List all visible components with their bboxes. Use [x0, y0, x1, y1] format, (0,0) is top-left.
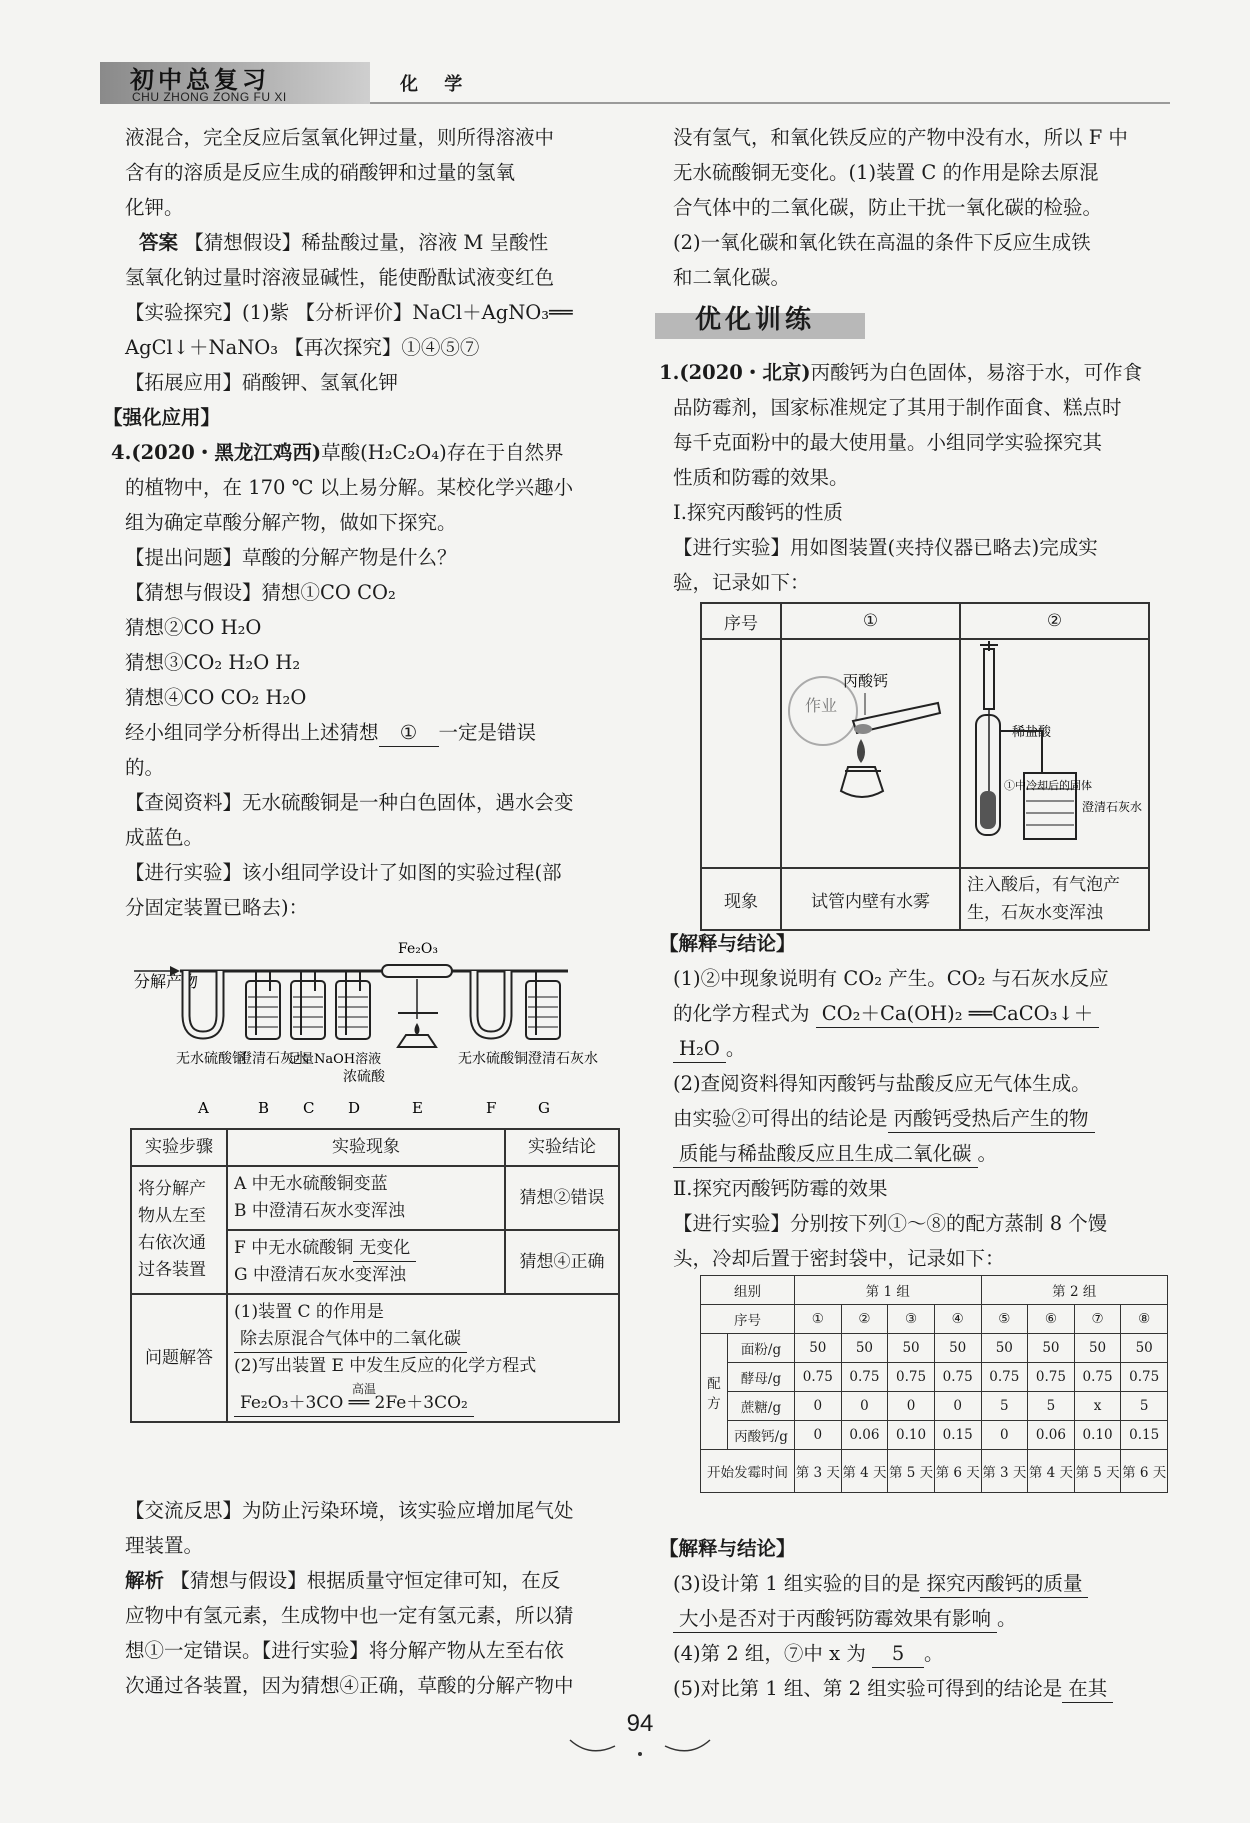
left-column-tail: [125, 1493, 625, 1703]
text-line: 草酸(H₂C₂O₄)存在于自然界: [321, 441, 564, 464]
table-header: 实验结论: [505, 1129, 619, 1166]
text-line: AgCl↓＋NaNO₃ 【再次探究】①④⑤⑦: [125, 336, 480, 359]
text-line: 理装置。: [125, 1534, 204, 1557]
label-b: 澄清石灰水: [238, 1051, 308, 1067]
text-line: 成蓝色。: [125, 826, 204, 849]
table-header: 组别: [701, 1276, 795, 1305]
table-cell: 0.75: [888, 1363, 935, 1392]
table-cell: 5: [1028, 1392, 1075, 1421]
text-line: 合气体中的二氧化碳，防止干扰一氧化碳的检验。: [673, 196, 1103, 219]
answer-blank: CO₂＋Ca(OH)₂ ══CaCO₃↓＋: [816, 1001, 1100, 1028]
question-head: 1.(2020・北京): [659, 361, 811, 384]
table-header: ⑧: [1121, 1305, 1168, 1334]
text-line: 猜想②CO H₂O: [125, 616, 262, 639]
text-line: 含有的溶质是反应生成的硝酸钾和过量的氢氧: [125, 161, 516, 184]
text-line: 性质和防霉的效果。: [673, 466, 849, 489]
table-cell: 猜想②错误: [505, 1166, 619, 1230]
table-cell: 问题解答: [131, 1294, 227, 1422]
table-cell: 50: [981, 1334, 1028, 1363]
question-head: 4.(2020・黑龙江鸡西): [111, 441, 322, 464]
answer-blank: 大小是否对于丙酸钙防霉效果有影响: [673, 1606, 997, 1633]
table-cell: 第 5 天: [888, 1450, 935, 1493]
table-cell: (1)装置 C 的作用是: [234, 1302, 384, 1322]
experiment-table: [130, 1128, 620, 1423]
text-line: 次通过各装置，因为猜想④正确，草酸的分解产物中: [125, 1674, 574, 1697]
text-line: 【进行实验】该小组同学设计了如图的实验过程(部: [125, 861, 562, 884]
text-line: 想①一定错误。【进行实验】将分解产物从左至右依: [125, 1639, 564, 1662]
table-cell: 0: [795, 1392, 842, 1421]
section-label: 【解释与结论】: [659, 1537, 796, 1560]
text-line: 组为确定草酸分解产物，做如下探究。: [125, 511, 457, 534]
text-line: 验，记录如下：: [673, 571, 810, 594]
table-header: ②: [841, 1305, 888, 1334]
text-line: 丙酸钙为白色固体，易溶于水，可作食: [810, 361, 1143, 384]
text-line: Ⅰ.探究丙酸钙的性质: [673, 501, 843, 524]
table-cell: 猜想④正确: [505, 1230, 619, 1294]
answer-blank: 5: [872, 1641, 924, 1668]
table-cell: 第 3 天: [981, 1450, 1028, 1493]
row-label: 开始发霉时间: [701, 1450, 795, 1493]
recipe-table: [700, 1275, 1168, 1493]
label-a: 无水硫酸铜: [176, 1051, 246, 1067]
text-line: 【交流反思】为防止污染环境，该实验应增加尾气处: [125, 1499, 574, 1522]
table-cell: 0.75: [795, 1363, 842, 1392]
table-cell: 0: [841, 1392, 888, 1421]
inlet-label: 分解产物: [134, 972, 199, 991]
series-pinyin: CHU ZHONG ZONG FU XI: [132, 90, 287, 104]
banner-title: 优化训练: [695, 305, 816, 335]
table-header: ②: [960, 603, 1149, 639]
label-c: 足量NaOH溶液: [288, 1052, 382, 1067]
row-label: 丙酸钙/g: [728, 1421, 795, 1450]
table-cell: 50: [795, 1334, 842, 1363]
answer-blank: 无变化: [353, 1235, 416, 1262]
label-d: 浓硫酸: [343, 1069, 385, 1085]
table-cell: 0.75: [934, 1363, 981, 1392]
table-cell: 第 3 天: [795, 1450, 842, 1493]
text-line: 【查阅资料】无水硫酸铜是一种白色固体，遇水会变: [125, 791, 574, 814]
text-line: 【猜想与假设】猜想①CO CO₂: [125, 581, 396, 604]
table-header: 现象: [701, 868, 781, 930]
table-cell: 0: [795, 1421, 842, 1450]
table-cell: 0: [934, 1392, 981, 1421]
table-header: 第 2 组: [981, 1276, 1168, 1305]
table-cell: 0.10: [1074, 1421, 1121, 1450]
right-column: [659, 120, 1173, 600]
letter-d: D: [348, 1099, 361, 1117]
page-number: 94: [626, 1710, 654, 1737]
condition-label: 高温: [352, 1382, 377, 1396]
text-line: 应物中有氢元素，生成物中也一定有氢元素，所以猜: [125, 1604, 574, 1627]
text-line: (2)查阅资料得知丙酸钙与盐酸反应无气体生成。: [673, 1072, 1091, 1095]
section-banner: [655, 303, 1173, 345]
text-line: (2)一氧化碳和氧化铁在高温的条件下反应生成铁: [673, 231, 1091, 254]
row-label: 面粉/g: [728, 1334, 795, 1363]
table-cell: 0.06: [841, 1421, 888, 1450]
answer-blank: 在其: [1062, 1676, 1113, 1703]
text-line: 氢氧化钠过量时溶液显碱性，能使酚酞试液变红色: [125, 266, 555, 289]
table-header: 第 1 组: [795, 1276, 982, 1305]
page-footer: [560, 1710, 720, 1738]
heating-figure: [783, 641, 958, 861]
text-line: 猜想④CO CO₂ H₂O: [125, 686, 307, 709]
text-line: (5)对比第 1 组、第 2 组实验可得到的结论是: [673, 1677, 1063, 1700]
table-cell: x: [1074, 1392, 1121, 1421]
table-header: ①: [795, 1305, 842, 1334]
section-label: 【解释与结论】: [659, 932, 796, 955]
letter-e: E: [412, 1099, 423, 1117]
right-column-mid: 【解释与结论】 (1)②中现象说明有 CO₂ 产生。CO₂ 与石灰水反应 的化学方程式为 CO₂＋Ca(OH)₂ ══CaCO₃↓＋ H₂O 。 (2)查阅资料得知丙酸钙与盐酸反应无气体生成。 由实验②可得出的结论是 丙酸钙受热后产生的物 质能与稀盐酸反应且生成二氧化碳 。 Ⅱ.探究丙酸钙防霉的效果 【进行实验】分别按下列①～⑧的配方蒸制 8 个馒 头，冷却后置于密封袋中，记录如下：: [673, 926, 1173, 1276]
property-table: [700, 602, 1150, 931]
left-column: [103, 120, 625, 925]
text-line: 的化学方程式为: [673, 1002, 810, 1025]
text-line: 【进行实验】用如图装置(夹持仪器已略去)完成实: [673, 536, 1098, 559]
row-label: 蔗糖/g: [728, 1392, 795, 1421]
text-line: 头，冷却后置于密封袋中，记录如下：: [673, 1247, 1005, 1270]
letter-g: G: [538, 1099, 550, 1117]
footer-ornament: [560, 1730, 720, 1760]
table-header: 序号: [701, 1305, 795, 1334]
series-title: 初中总复习: [130, 65, 270, 94]
table-cell: 第 6 天: [934, 1450, 981, 1493]
table-cell: 0: [981, 1421, 1028, 1450]
table-cell: 0.15: [934, 1421, 981, 1450]
heated-label: Fe₂O₃: [398, 941, 438, 957]
table-cell: 50: [1121, 1334, 1168, 1363]
text-line: 【进行实验】分别按下列①～⑧的配方蒸制 8 个馒: [673, 1212, 1108, 1235]
table-cell: 注入酸后，有气泡产生，石灰水变浑浊: [960, 868, 1149, 930]
text-line: 【实验探究】(1)紫 【分析评价】NaCl＋AgNO₃══: [125, 301, 573, 324]
fig2-solid: ①中冷却后的固体: [1004, 779, 1092, 792]
table-cell: 5: [981, 1392, 1028, 1421]
answer-blank: H₂O: [673, 1036, 726, 1063]
table-cell: 0.75: [1121, 1363, 1168, 1392]
text-line: 品防霉剂，国家标准规定了其用于制作面食、糕点时: [673, 396, 1122, 419]
text-line: 分固定装置已略去)：: [125, 896, 309, 919]
text-line: (4)第 2 组，⑦中 x 为: [673, 1642, 866, 1665]
table-header: ⑦: [1074, 1305, 1121, 1334]
row-label: 酵母/g: [728, 1363, 795, 1392]
table-cell: 第 6 天: [1121, 1450, 1168, 1493]
text-line: 化钾。: [125, 196, 184, 219]
stamp-text: 作业: [805, 696, 838, 715]
table-cell: 第 5 天: [1074, 1450, 1121, 1493]
table-header: ①: [781, 603, 960, 639]
table-cell: 50: [1028, 1334, 1075, 1363]
text-line: (3)设计第 1 组实验的目的是: [673, 1572, 921, 1595]
table-cell: 0.10: [888, 1421, 935, 1450]
text-line: 一定是错误: [438, 721, 537, 744]
text-line: 猜想③CO₂ H₂O H₂: [125, 651, 301, 674]
table-cell: 0.75: [1028, 1363, 1075, 1392]
fig2-acid: 稀盐酸: [1012, 725, 1052, 740]
answer-label: 答案: [139, 231, 179, 254]
table-header: 实验步骤: [131, 1129, 227, 1166]
text-line: 【猜想与假设】根据质量守恒定律可知，在反: [170, 1569, 561, 1592]
letter-b: B: [258, 1099, 270, 1117]
right-column-tail: 【解释与结论】 (3)设计第 1 组实验的目的是 探究丙酸钙的质量 大小是否对于丙酸钙防霉效果有影响 。 (4)第 2 组，⑦中 x 为 5 。 (5)对比第 1 组、第 2 组实验可得到的结论是 在其: [673, 1531, 1173, 1706]
recipe-label: 配方: [701, 1334, 728, 1450]
text-line: 液混合，完全反应后氢氧化钾过量，则所得溶液中: [125, 126, 555, 149]
table-cell: G 中澄清石灰水变浑浊: [234, 1265, 406, 1285]
text-line: 【提出问题】草酸的分解产物是什么？: [125, 546, 457, 569]
table-cell: (2)写出装置 E 中发生反应的化学方程式: [234, 1356, 537, 1376]
table-cell: 0.06: [1028, 1421, 1075, 1450]
answer-blank: 除去原混合气体中的二氧化碳: [234, 1326, 467, 1353]
answer-blank: 丙酸钙受热后产生的物: [888, 1106, 1095, 1133]
table-cell: 0.15: [1121, 1421, 1168, 1450]
page-header: [100, 58, 1170, 108]
answer-blank: 质能与稀盐酸反应且生成二氧化碳: [673, 1141, 978, 1168]
label-g: 澄清石灰水: [528, 1051, 598, 1067]
table-cell: 将分解产物从左至右依次通过各装置: [131, 1166, 227, 1294]
table-cell: 50: [888, 1334, 935, 1363]
subject-title: 化 学: [400, 74, 473, 95]
header-rule: [370, 102, 1170, 104]
table-cell: 0.75: [1074, 1363, 1121, 1392]
text-line: 没有氢气，和氧化铁反应的产物中没有水，所以 F 中: [673, 126, 1128, 149]
table-cell: 0.75: [841, 1363, 888, 1392]
table-header: ③: [888, 1305, 935, 1334]
label-f: 无水硫酸铜: [458, 1051, 528, 1067]
letter-f: F: [486, 1099, 497, 1117]
table-cell: 第 4 天: [1028, 1450, 1075, 1493]
table-cell: B 中澄清石灰水变浑浊: [234, 1201, 405, 1221]
answer-blank: Fe₂O₃＋3CO ══ 2Fe＋3CO₂: [234, 1390, 474, 1417]
text-line: Ⅱ.探究丙酸钙防霉的效果: [673, 1177, 888, 1200]
answer-blank: ①: [379, 720, 439, 747]
text-line: 【拓展应用】硝酸钾、氢氧化钾: [125, 371, 399, 394]
table-cell: F 中无水硫酸铜: [234, 1238, 354, 1258]
text-line: 由实验②可得出的结论是: [673, 1107, 888, 1130]
text-line: 的植物中，在 170 ℃ 以上易分解。某校化学兴趣小: [125, 476, 574, 499]
text-line: 的。: [125, 756, 165, 779]
table-cell: 50: [841, 1334, 888, 1363]
answer-blank: 探究丙酸钙的质量: [920, 1571, 1088, 1598]
text-line: 经小组同学分析得出上述猜想: [125, 721, 379, 744]
table-header: 序号: [701, 603, 781, 639]
letter-a: A: [198, 1099, 209, 1117]
table-header: ④: [934, 1305, 981, 1334]
apparatus-diagram: [128, 935, 628, 1120]
table-header: 实验现象: [227, 1129, 505, 1166]
text-line: 无水硫酸铜无变化。(1)装置 C 的作用是除去原混: [673, 161, 1099, 184]
table-cell: 试管内壁有水雾: [781, 868, 960, 930]
table-header: ⑤: [981, 1305, 1028, 1334]
letter-c: C: [303, 1099, 315, 1117]
text-line: 每千克面粉中的最大使用量。小组同学实验探究其: [673, 431, 1103, 454]
text-line: (1)②中现象说明有 CO₂ 产生。CO₂ 与石灰水反应: [673, 967, 1109, 990]
jiexi-label: 解析: [125, 1569, 165, 1592]
table-cell: A 中无水硫酸铜变蓝: [234, 1174, 388, 1194]
fig2-lime: 澄清石灰水: [1082, 800, 1143, 814]
section-label: 【强化应用】: [103, 406, 221, 429]
table-cell: 5: [1121, 1392, 1168, 1421]
text-line: 【猜想假设】稀盐酸过量，溶液 M 呈酸性: [184, 231, 549, 254]
table-cell: 50: [1074, 1334, 1121, 1363]
table-cell: 0: [888, 1392, 935, 1421]
fig1-label: 丙酸钙: [843, 672, 889, 690]
table-cell: 第 4 天: [841, 1450, 888, 1493]
table-cell: 50: [934, 1334, 981, 1363]
table-cell: 0.75: [981, 1363, 1028, 1392]
table-header: ⑥: [1028, 1305, 1075, 1334]
text-line: 和二氧化碳。: [673, 266, 791, 289]
acid-figure: [962, 641, 1147, 861]
